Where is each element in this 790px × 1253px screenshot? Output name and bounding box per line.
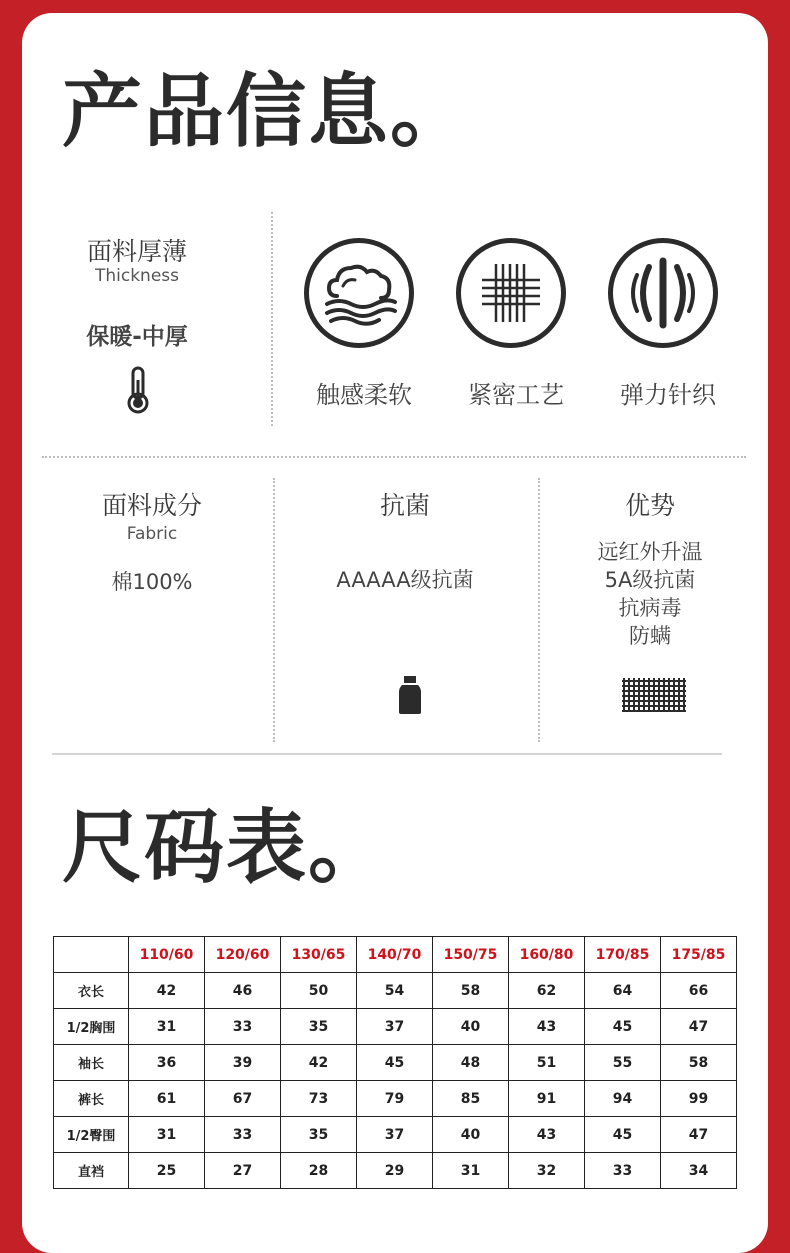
table-corner-cell [54,937,129,973]
table-row [54,973,737,1009]
advantage-item: 抗病毒 [618,596,682,620]
feature-label-soft: 触感柔软 [316,381,412,409]
table-cell: 25 [129,1153,205,1189]
advantage-list [560,538,740,650]
table-cell: 36 [129,1045,205,1081]
table-cell: 47 [661,1009,737,1045]
size-header: 170/85 [585,937,661,973]
advantage-item: 远红外升温 [597,540,703,564]
table-row [54,1117,737,1153]
feature-label-elastic: 弹力针织 [620,381,716,409]
table-cell: 45 [585,1009,661,1045]
table-row [54,1153,737,1189]
size-table [53,936,737,1189]
table-cell: 28 [281,1153,357,1189]
table-row [54,1081,737,1117]
table-cell: 43 [509,1117,585,1153]
divider-vertical [273,478,275,742]
antibacterial-value: AAAAA级抗菌 [336,568,474,592]
table-cell: 48 [433,1045,509,1081]
fabric-value: 棉100% [111,570,193,594]
thickness-title: 面料厚薄 [86,237,187,266]
table-cell: 37 [357,1117,433,1153]
row-label: 裤长 [54,1081,129,1117]
table-cell: 43 [509,1009,585,1045]
table-cell: 46 [205,973,281,1009]
table-cell: 31 [129,1117,205,1153]
thermometer-icon [124,366,152,414]
size-header: 175/85 [661,937,737,973]
table-cell: 91 [509,1081,585,1117]
thickness-title-en: Thickness [94,266,180,286]
elastic-knit-icon [608,238,718,348]
table-cell: 54 [357,973,433,1009]
table-cell: 55 [585,1045,661,1081]
table-cell: 42 [129,973,205,1009]
size-header: 130/65 [281,937,357,973]
table-cell: 45 [585,1117,661,1153]
advantage-item: 5A级抗菌 [604,568,696,592]
table-cell: 31 [129,1009,205,1045]
thickness-value: 保暖-中厚 [86,324,188,350]
feature-label-dense: 紧密工艺 [468,381,564,409]
table-cell: 47 [661,1117,737,1153]
table-cell: 73 [281,1081,357,1117]
size-header: 110/60 [129,937,205,973]
fabric-title: 面料成分 [101,491,202,520]
size-header: 150/75 [433,937,509,973]
table-cell: 66 [661,973,737,1009]
table-cell: 37 [357,1009,433,1045]
antibacterial-title: 抗菌 [379,491,430,520]
table-cell: 33 [585,1153,661,1189]
size-header: 120/60 [205,937,281,973]
dense-weave-icon [456,238,566,348]
size-chart-title: 尺码表。 [62,801,390,894]
divider-horizontal [42,456,746,458]
advantage-item: 防螨 [629,624,671,648]
table-cell: 99 [661,1081,737,1117]
table-cell: 32 [509,1153,585,1189]
size-header: 160/80 [509,937,585,973]
table-cell: 42 [281,1045,357,1081]
bottle-icon [398,676,422,718]
table-cell: 85 [433,1081,509,1117]
table-cell: 51 [509,1045,585,1081]
fabric-title-en: Fabric [126,524,178,544]
table-cell: 50 [281,973,357,1009]
table-cell: 31 [433,1153,509,1189]
table-cell: 27 [205,1153,281,1189]
advantage-title: 优势 [624,491,675,520]
mesh-grid-icon [622,676,686,718]
table-header-row [54,937,737,973]
row-label: 1/2胸围 [54,1009,129,1045]
table-cell: 39 [205,1045,281,1081]
row-label: 1/2臀围 [54,1117,129,1153]
table-cell: 62 [509,973,585,1009]
table-cell: 33 [205,1117,281,1153]
table-cell: 61 [129,1081,205,1117]
row-label: 直裆 [54,1153,129,1189]
divider-vertical [538,478,540,742]
row-label: 衣长 [54,973,129,1009]
table-cell: 67 [205,1081,281,1117]
table-row [54,1009,737,1045]
table-cell: 34 [661,1153,737,1189]
table-cell: 35 [281,1009,357,1045]
table-row [54,1045,737,1081]
table-cell: 58 [433,973,509,1009]
table-cell: 40 [433,1117,509,1153]
table-cell: 40 [433,1009,509,1045]
cloud-soft-icon [304,238,414,348]
table-cell: 45 [357,1045,433,1081]
table-cell: 58 [661,1045,737,1081]
table-cell: 35 [281,1117,357,1153]
table-cell: 94 [585,1081,661,1117]
table-cell: 79 [357,1081,433,1117]
divider-vertical [271,212,273,426]
size-header: 140/70 [357,937,433,973]
table-cell: 64 [585,973,661,1009]
row-label: 袖长 [54,1045,129,1081]
section-divider [52,753,722,755]
table-cell: 29 [357,1153,433,1189]
product-info-title: 产品信息。 [62,65,472,158]
table-cell: 33 [205,1009,281,1045]
